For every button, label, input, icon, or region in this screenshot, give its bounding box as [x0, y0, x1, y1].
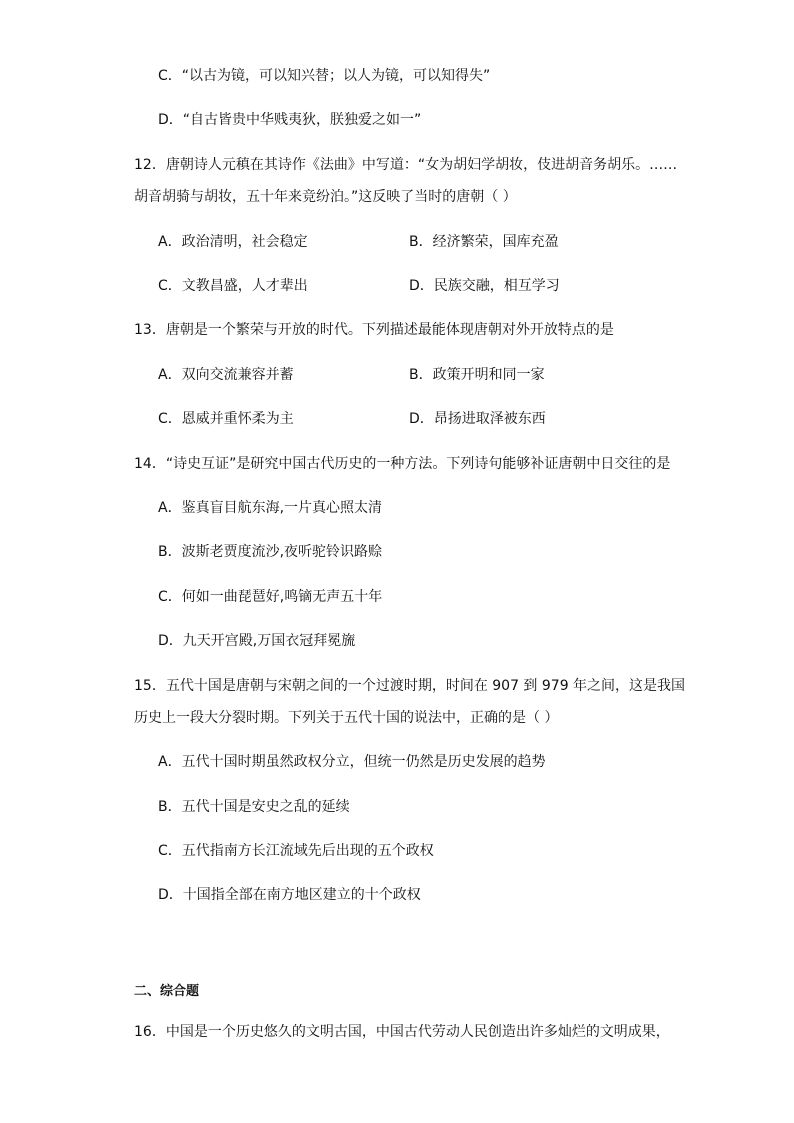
q12-option-b: B．经济繁荣，国库充盈	[409, 234, 559, 250]
q16-stem-line-1: 16．中国是一个历史悠久的文明古国，中国古代劳动人民创造出许多灿烂的文明成果，	[134, 1024, 670, 1040]
q15-option-d: D．十国指全部在南方地区建立的十个政权	[158, 887, 421, 903]
q15-stem-line-2: 历史上一段大分裂时期。下列关于五代十国的说法中，正确的是（ ）	[134, 710, 559, 726]
q15-stem-line-1: 15．五代十国是唐朝与宋朝之间的一个过渡时期，时间在 907 到 979 年之间，这是我国	[134, 678, 686, 694]
q15-option-a: A．五代十国时期虽然政权分立，但统一仍然是历史发展的趋势	[158, 754, 546, 770]
q14-option-a: A．鉴真盲目航东海,一片真心照太清	[158, 500, 383, 516]
q12-option-c: C．文教昌盛，人才辈出	[158, 278, 308, 294]
section-title: 二、综合题	[134, 984, 200, 999]
q12-stem-line-2: 胡音胡骑与胡妆，五十年来竞纷泊。”这反映了当时的唐朝（ ）	[134, 189, 517, 205]
q13-option-b: B．政策开明和同一家	[409, 367, 545, 383]
q12-stem-line-1: 12．唐朝诗人元稹在其诗作《法曲》中写道：“女为胡妇学胡妆，伎进胡音务胡乐。……	[134, 157, 678, 173]
q11-option-d: D．“自古皆贵中华贱夷狄，朕独爱之如一”	[158, 112, 422, 128]
q14-option-b: B．波斯老贾度流沙,夜听驼铃识路赊	[158, 544, 383, 560]
q15-option-b: B．五代十国是安史之乱的延续	[158, 799, 350, 815]
q15-option-c: C．五代指南方长江流域先后出现的五个政权	[158, 843, 434, 859]
q14-option-d: D．九天开宫殿,万国衣冠拜冕旒	[158, 633, 356, 649]
q13-option-c: C．恩威并重怀柔为主	[158, 411, 294, 427]
q11-option-c: C．“以古为镜，可以知兴替；以人为镜，可以知得失”	[158, 68, 491, 84]
q14-stem: 14．“诗史互证”是研究中国古代历史的一种方法。下列诗句能够补证唐朝中日交往的是	[134, 456, 671, 472]
q13-stem: 13．唐朝是一个繁荣与开放的时代。下列描述最能体现唐朝对外开放特点的是	[134, 322, 614, 338]
q13-option-d: D．昂扬进取泽被东西	[409, 411, 546, 427]
q14-option-c: C．何如一曲琵琶好,鸣镝无声五十年	[158, 589, 383, 605]
q12-option-d: D．民族交融，相互学习	[409, 278, 560, 294]
q12-option-a: A．政治清明，社会稳定	[158, 234, 308, 250]
q13-option-a: A．双向交流兼容并蓄	[158, 367, 294, 383]
